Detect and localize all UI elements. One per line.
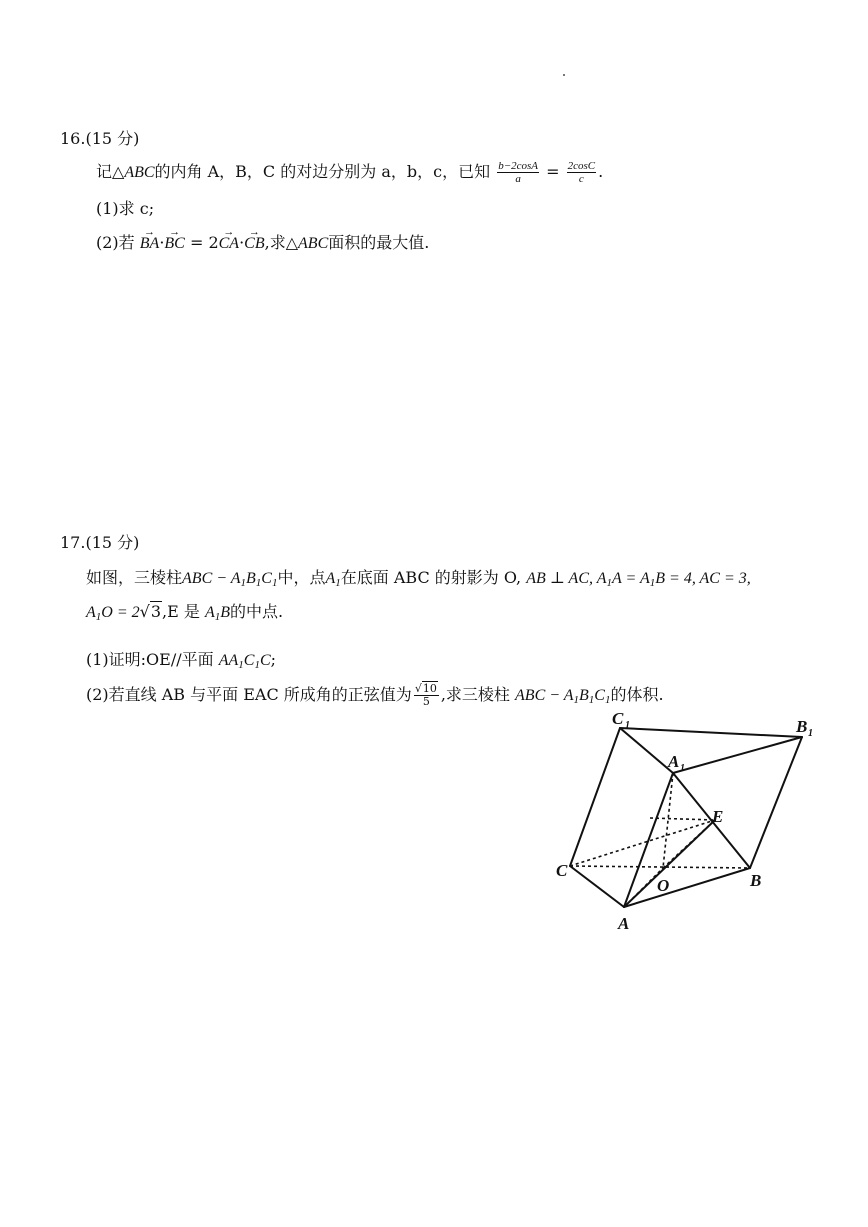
q16-frac2-numerator: 2cosC xyxy=(567,160,596,172)
q16-stem-prefix: 记△ xyxy=(96,162,125,181)
q17-cond3: B = 4, AC = 3, xyxy=(655,570,751,587)
q17-part2-b: B xyxy=(579,687,589,704)
q17-point-a1: A xyxy=(325,570,336,587)
subscript: 1 xyxy=(214,611,221,623)
q16-period: . xyxy=(598,162,604,181)
q16-frac1-numerator: b−2cosA xyxy=(498,160,538,172)
q16-part2-end: 面积的最大值. xyxy=(328,233,430,252)
subscript: 1 xyxy=(335,577,341,589)
q16-part2-mid: ,求△ xyxy=(264,233,299,252)
subscript: 1 xyxy=(604,694,611,706)
hidden-edge-c-b xyxy=(570,866,750,868)
vector-ba: → BA xyxy=(140,233,160,255)
q17-line2 xyxy=(86,601,283,628)
subscript: 1 xyxy=(95,611,102,623)
subscript: 1 xyxy=(238,659,244,671)
q17-a1o-eq: O = 2 xyxy=(101,604,140,621)
q17-plane-c1: C xyxy=(243,652,255,669)
q17-line2-rest: ,E 是 xyxy=(162,602,200,621)
edge-c1-b1 xyxy=(620,728,802,737)
edge-b1-a1 xyxy=(673,737,802,773)
subscript: 1 xyxy=(606,577,612,589)
label-b1: B xyxy=(796,717,808,736)
label-b: B xyxy=(750,871,762,890)
q16-fraction-2 xyxy=(567,160,597,185)
q17-prism-c: C xyxy=(261,570,272,587)
label-c: C xyxy=(556,861,568,880)
q16-part2 xyxy=(96,232,429,255)
q17-cond2: A = A xyxy=(611,570,650,587)
label-c1: C xyxy=(612,709,624,728)
prism-figure xyxy=(548,705,820,940)
edge-c1-c xyxy=(570,728,620,866)
edge-c-a xyxy=(570,866,624,907)
label-a1-subscript: 1 xyxy=(680,763,685,774)
q17-part1 xyxy=(86,649,276,676)
q17-part2-prefix: (2)若直线 AB 与平面 EAC 所成角的正弦值为 xyxy=(86,685,412,704)
q17-a1b-b: B xyxy=(220,604,231,621)
vector-ca: → CA xyxy=(219,233,239,255)
scan-speck xyxy=(563,74,565,76)
subscript: 1 xyxy=(573,694,580,706)
label-b1-subscript: 1 xyxy=(808,728,813,739)
q17-frac-denominator: 5 xyxy=(422,695,430,708)
q17-sqrt-value: 3 xyxy=(150,602,162,621)
q17-part1-end: ; xyxy=(270,650,277,669)
q16-part2-prefix: (2)若 xyxy=(96,233,135,252)
q17-part1-prefix: (1)证明:OE//平面 xyxy=(86,650,214,669)
label-o: O xyxy=(657,876,670,895)
q16-part1: (1)求 c; xyxy=(96,199,155,218)
q17-plane-aa1: AA xyxy=(218,652,239,669)
sqrt-symbol: √ xyxy=(139,602,150,621)
subscript: 1 xyxy=(271,577,278,589)
label-a: A xyxy=(618,914,630,933)
subscript: 1 xyxy=(255,577,262,589)
q17-part2-prism: ABC − A xyxy=(515,687,574,704)
q17-header: 17.(15 分) xyxy=(60,533,140,552)
vector-bc: → BC xyxy=(164,233,184,255)
q16-triangle: ABC xyxy=(124,164,155,181)
label-c1-subscript: 1 xyxy=(625,720,630,731)
q17-line1-b: 中，点 xyxy=(277,568,326,587)
dot-operator: · xyxy=(239,233,245,252)
q16-stem-text: 的内角 A，B，C 的对边分别为 a，b，c，已知 xyxy=(154,162,491,181)
q16-part2-triangle: ABC xyxy=(298,235,329,252)
q17-line2-end: 的中点. xyxy=(230,602,284,621)
q16-stem xyxy=(96,160,603,185)
q17-a1o-a: A xyxy=(86,604,96,621)
dot-operator: · xyxy=(159,233,165,252)
q17-line1-c: 在底面 ABC 的射影为 O, xyxy=(340,568,522,587)
q17-prism-b: B xyxy=(246,570,256,587)
q17-frac-sqrt: 10 xyxy=(422,682,437,695)
q17-a1b-a: A xyxy=(204,604,215,621)
q16-fraction-1 xyxy=(497,160,539,185)
q16-part2-equals: = 2 xyxy=(184,233,219,252)
q16-frac2-denominator: c xyxy=(578,173,584,185)
edge-a-b xyxy=(624,868,750,907)
edge-c1-a1 xyxy=(620,728,673,773)
q17-cond1: AB ⊥ AC, A xyxy=(526,570,607,587)
edge-b1-b xyxy=(750,737,802,868)
q17-line1-a: 如图，三棱柱 xyxy=(86,568,183,587)
q17-part2-end: 的体积. xyxy=(610,685,664,704)
q16-frac1-denominator: a xyxy=(515,173,521,185)
q16-equals: = xyxy=(546,162,560,181)
subscript: 1 xyxy=(254,659,260,671)
subscript: 1 xyxy=(649,577,656,589)
q17-part2-c: C xyxy=(594,687,605,704)
q17-frac-numerator: √10 xyxy=(414,682,437,695)
q17-line1 xyxy=(86,567,751,594)
q17-plane-c: C xyxy=(259,652,271,669)
q17-sine-fraction xyxy=(414,683,439,708)
q16-header: 16.(15 分) xyxy=(60,129,140,148)
hidden-segment-mid-e xyxy=(650,818,715,820)
q17-prism: ABC − A xyxy=(182,570,241,587)
vector-cb: → CB xyxy=(244,233,264,255)
subscript: 1 xyxy=(588,694,595,706)
subscript: 1 xyxy=(240,577,247,589)
label-e: E xyxy=(712,807,724,826)
label-a1: A xyxy=(668,752,680,771)
q17-part2-mid: ,求三棱柱 xyxy=(440,685,510,704)
